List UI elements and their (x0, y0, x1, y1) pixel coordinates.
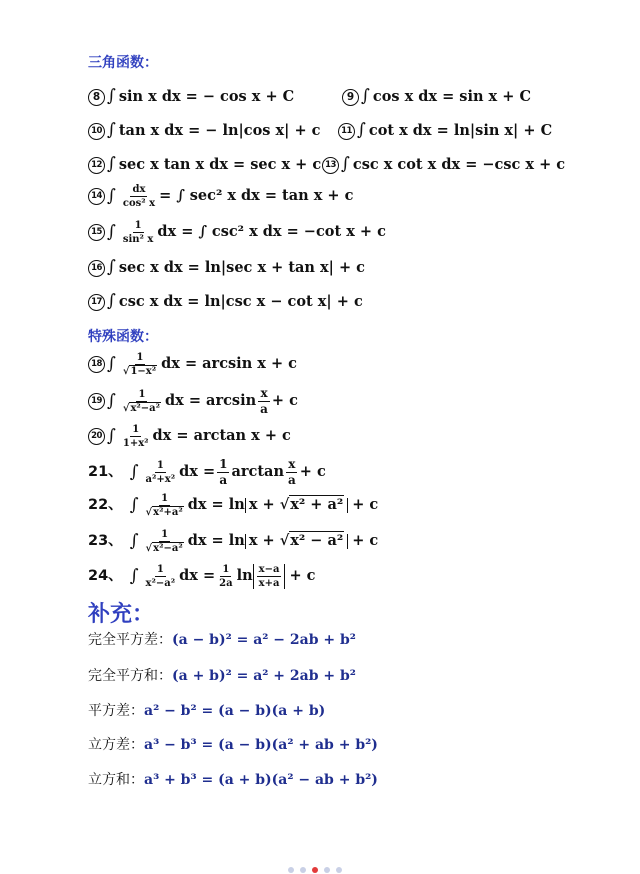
supplement-row-2: 完全平方和：(a + b)² = a² + 2ab + b² (88, 668, 356, 684)
absolute-value: x + √x² + a² (245, 498, 348, 513)
section-title-supplement: 补充： (88, 602, 155, 627)
circled-number: 16 (88, 260, 105, 277)
formula-15: 15 ∫ $\frac{1}{\text{sin² x}}$ dx = ∫ csc² x dx = −cot x + c (88, 220, 386, 245)
fraction: $\frac{1}{\text{√x²+a²}}$ (145, 493, 183, 518)
formula-body: csc x cot x dx = −csc x + c (352, 156, 566, 173)
formula-24: 24、 ∫ $\frac{1}{\text{x²−a²}}$ dx = $\frac{1}{2a}$ ln $\frac{x-a}{x+a}$ + c (88, 564, 316, 589)
formula-16: 16 ∫ sec x dx = ln|sec x + tan x| + c (88, 259, 365, 277)
fraction: $\frac{1}{\text{√x²−a²}}$ (122, 389, 161, 415)
pagination-dots[interactable] (288, 867, 342, 873)
circled-number: 11 (338, 123, 355, 140)
formula-20: 20 ∫ $\frac{1}{\text{1+x²}}$ dx = arctan x + c (88, 424, 291, 449)
supplement-row-1: 完全平方差：(a − b)² = a² − 2ab + b² (88, 632, 356, 648)
formula-8: 8 ∫ sin x dx = − cos x + C (88, 88, 294, 106)
absolute-value: x + √x² − a² (245, 534, 348, 549)
formula-body: dx = arctan x + c (152, 427, 291, 445)
formula-13: 13 ∫ csc x cot x dx = −csc x + c (322, 156, 565, 174)
formula-body: = ∫ sec² x dx = tan x + c (159, 187, 354, 205)
formula-body: dx = ∫ csc² x dx = −cot x + c (157, 223, 386, 241)
circled-number: 17 (88, 294, 105, 311)
absolute-value: $\frac{x-a}{x+a}$ (253, 564, 286, 589)
supplement-row-4: 立方差：a³ − b³ = (a − b)(a² + ab + b²) (88, 737, 378, 753)
circled-number: 12 (88, 157, 105, 174)
fraction: $\frac{1}{\text{a²+x²}}$ (145, 460, 176, 486)
fraction: $\frac{x}{a}$ (287, 457, 296, 488)
fraction: $\frac{1}{2a}$ (219, 564, 233, 589)
formula-17: 17 ∫ csc x dx = ln|csc x − cot x| + c (88, 293, 363, 311)
page-dot[interactable] (336, 867, 342, 873)
section-title-special: 特殊函数： (88, 329, 158, 345)
formula-18: 18 ∫ $\frac{1}{\text{√1−x²}}$ dx = arcsin x + c (88, 352, 297, 377)
page-dot[interactable] (288, 867, 294, 873)
formula-14: 14 ∫ $\frac{dx}{\text{cos² x}}$ = ∫ sec² x dx = tan x + c (88, 184, 353, 209)
fraction: $\frac{x}{a}$ (260, 386, 268, 417)
fraction: $\frac{1}{\text{1+x²}}$ (122, 424, 149, 449)
circled-number: 10 (88, 123, 105, 140)
circled-number: 13 (322, 157, 339, 174)
formula-body: sec x dx = ln|sec x + tan x| + c (118, 259, 366, 276)
circled-number: 15 (88, 224, 105, 241)
formula-body: tan x dx = − ln|cos x| + c (118, 122, 321, 139)
fraction: $\frac{dx}{\text{cos² x}}$ (122, 184, 156, 209)
formula-22: 22、 ∫ $\frac{1}{\text{√x²+a²}}$ dx = ln x + √x² + a² + c (88, 493, 379, 518)
formula-10: 10 ∫ tan x dx = − ln|cos x| + c (88, 122, 321, 140)
formula-body: dx = arcsin (165, 392, 257, 410)
supplement-row-3: 平方差：a² − b² = (a − b)(a + b) (88, 703, 326, 719)
formula-11: 11 ∫ cot x dx = ln|sin x| + C (338, 122, 552, 140)
page-dot[interactable] (324, 867, 330, 873)
circled-number: 19 (88, 393, 105, 410)
fraction: $\frac{1}{\text{sin² x}}$ (122, 220, 154, 245)
supplement-row-5: 立方和：a³ + b³ = (a + b)(a² − ab + b²) (88, 772, 378, 788)
circled-number: 9 (342, 89, 359, 106)
fraction: $\frac{1}{\text{x²−a²}}$ (145, 564, 176, 589)
circled-number: 20 (88, 428, 105, 445)
circled-number: 18 (88, 356, 105, 373)
page-dot-active[interactable] (312, 867, 318, 873)
fraction: $\frac{1}{\text{√x²−a²}}$ (145, 529, 183, 554)
formula-21: 21、 ∫ $\frac{1}{\text{a²+x²}}$ dx = $\frac{1}{a}$ arctan $\frac{x}{a}$ + c (88, 457, 326, 488)
fraction: $\frac{1}{\text{√1−x²}}$ (122, 352, 157, 377)
formula-12: 12 ∫ sec x tan x dx = sec x + c (88, 156, 321, 174)
fraction: $\frac{1}{a}$ (219, 457, 228, 488)
circled-number: 8 (88, 89, 105, 106)
formula-body: dx = arcsin x + c (161, 355, 297, 373)
formula-19: 19 ∫ $\frac{1}{\text{√x²−a²}}$ dx = arcsin $\frac{x}{a}$ + c (88, 387, 298, 416)
formula-23: 23、 ∫ $\frac{1}{\text{√x²−a²}}$ dx = ln x + √x² − a² + c (88, 529, 379, 554)
circled-number: 14 (88, 188, 105, 205)
formula-body: csc x dx = ln|csc x − cot x| + c (118, 293, 363, 310)
formula-body: cot x dx = ln|sin x| + C (368, 122, 553, 139)
section-title-trig: 三角函数： (88, 55, 158, 71)
page-dot[interactable] (300, 867, 306, 873)
formula-body: cos x dx = sin x + C (372, 88, 531, 105)
formula-9: 9 ∫ cos x dx = sin x + C (342, 88, 531, 106)
formula-body: sec x tan x dx = sec x + c (118, 156, 322, 173)
formula-body: sin x dx = − cos x + C (118, 88, 295, 105)
